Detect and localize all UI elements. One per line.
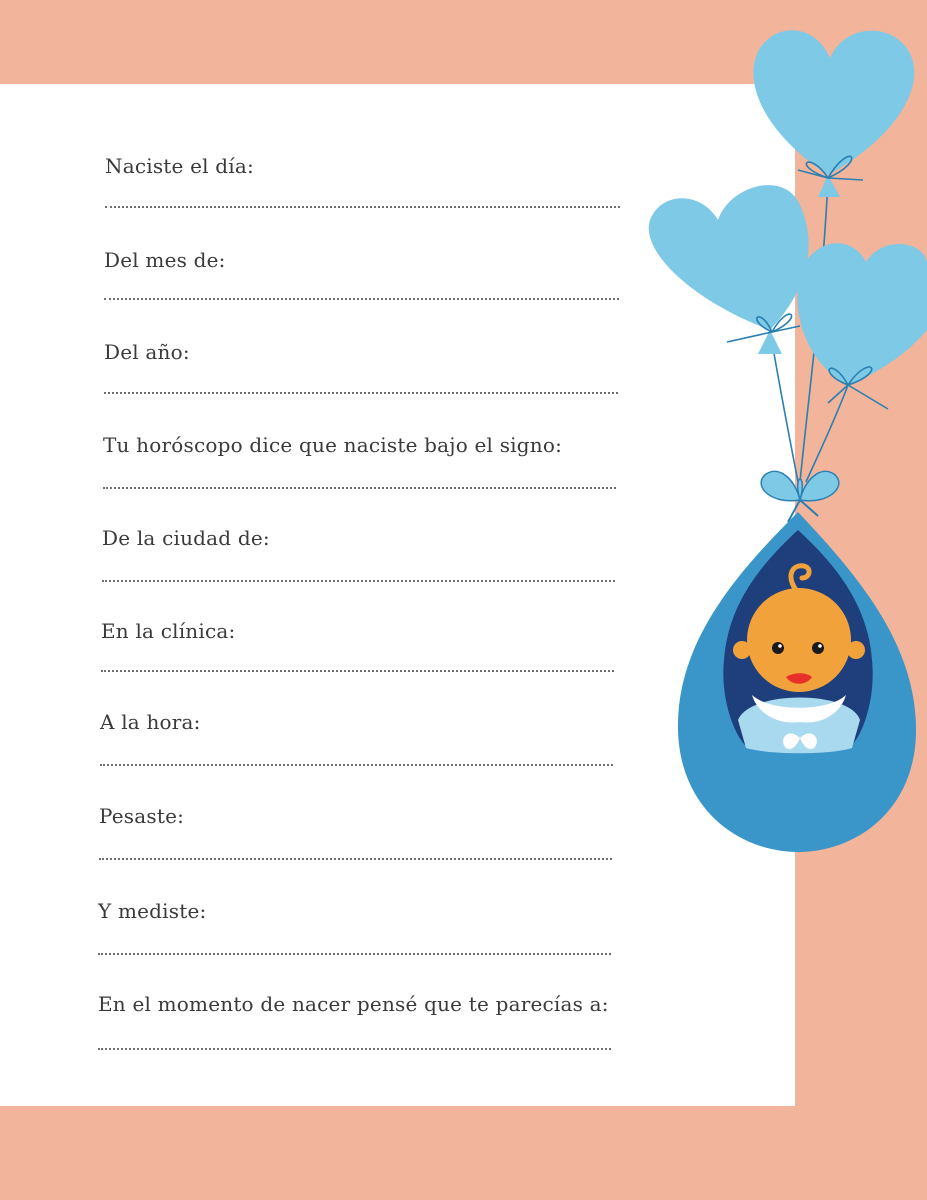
field-label: De la ciudad de:: [102, 526, 270, 550]
field-label: Naciste el día:: [105, 154, 254, 178]
field-label: En la clínica:: [101, 619, 236, 643]
field-label: Y mediste:: [98, 899, 207, 923]
field-label: Del año:: [104, 340, 190, 364]
field-label: En el momento de nacer pensé que te parecías a:: [98, 992, 609, 1016]
field-label: Tu horóscopo dice que naciste bajo el signo:: [103, 433, 563, 457]
heart-balloon-icon: [649, 185, 809, 354]
heart-balloon-icon: [753, 30, 914, 197]
field-label: A la hora:: [100, 710, 201, 734]
baby-bundle-icon: [678, 512, 916, 852]
field-label: Del mes de:: [104, 248, 226, 272]
field-label: Pesaste:: [99, 804, 185, 828]
heart-balloon-icon: [797, 243, 927, 409]
